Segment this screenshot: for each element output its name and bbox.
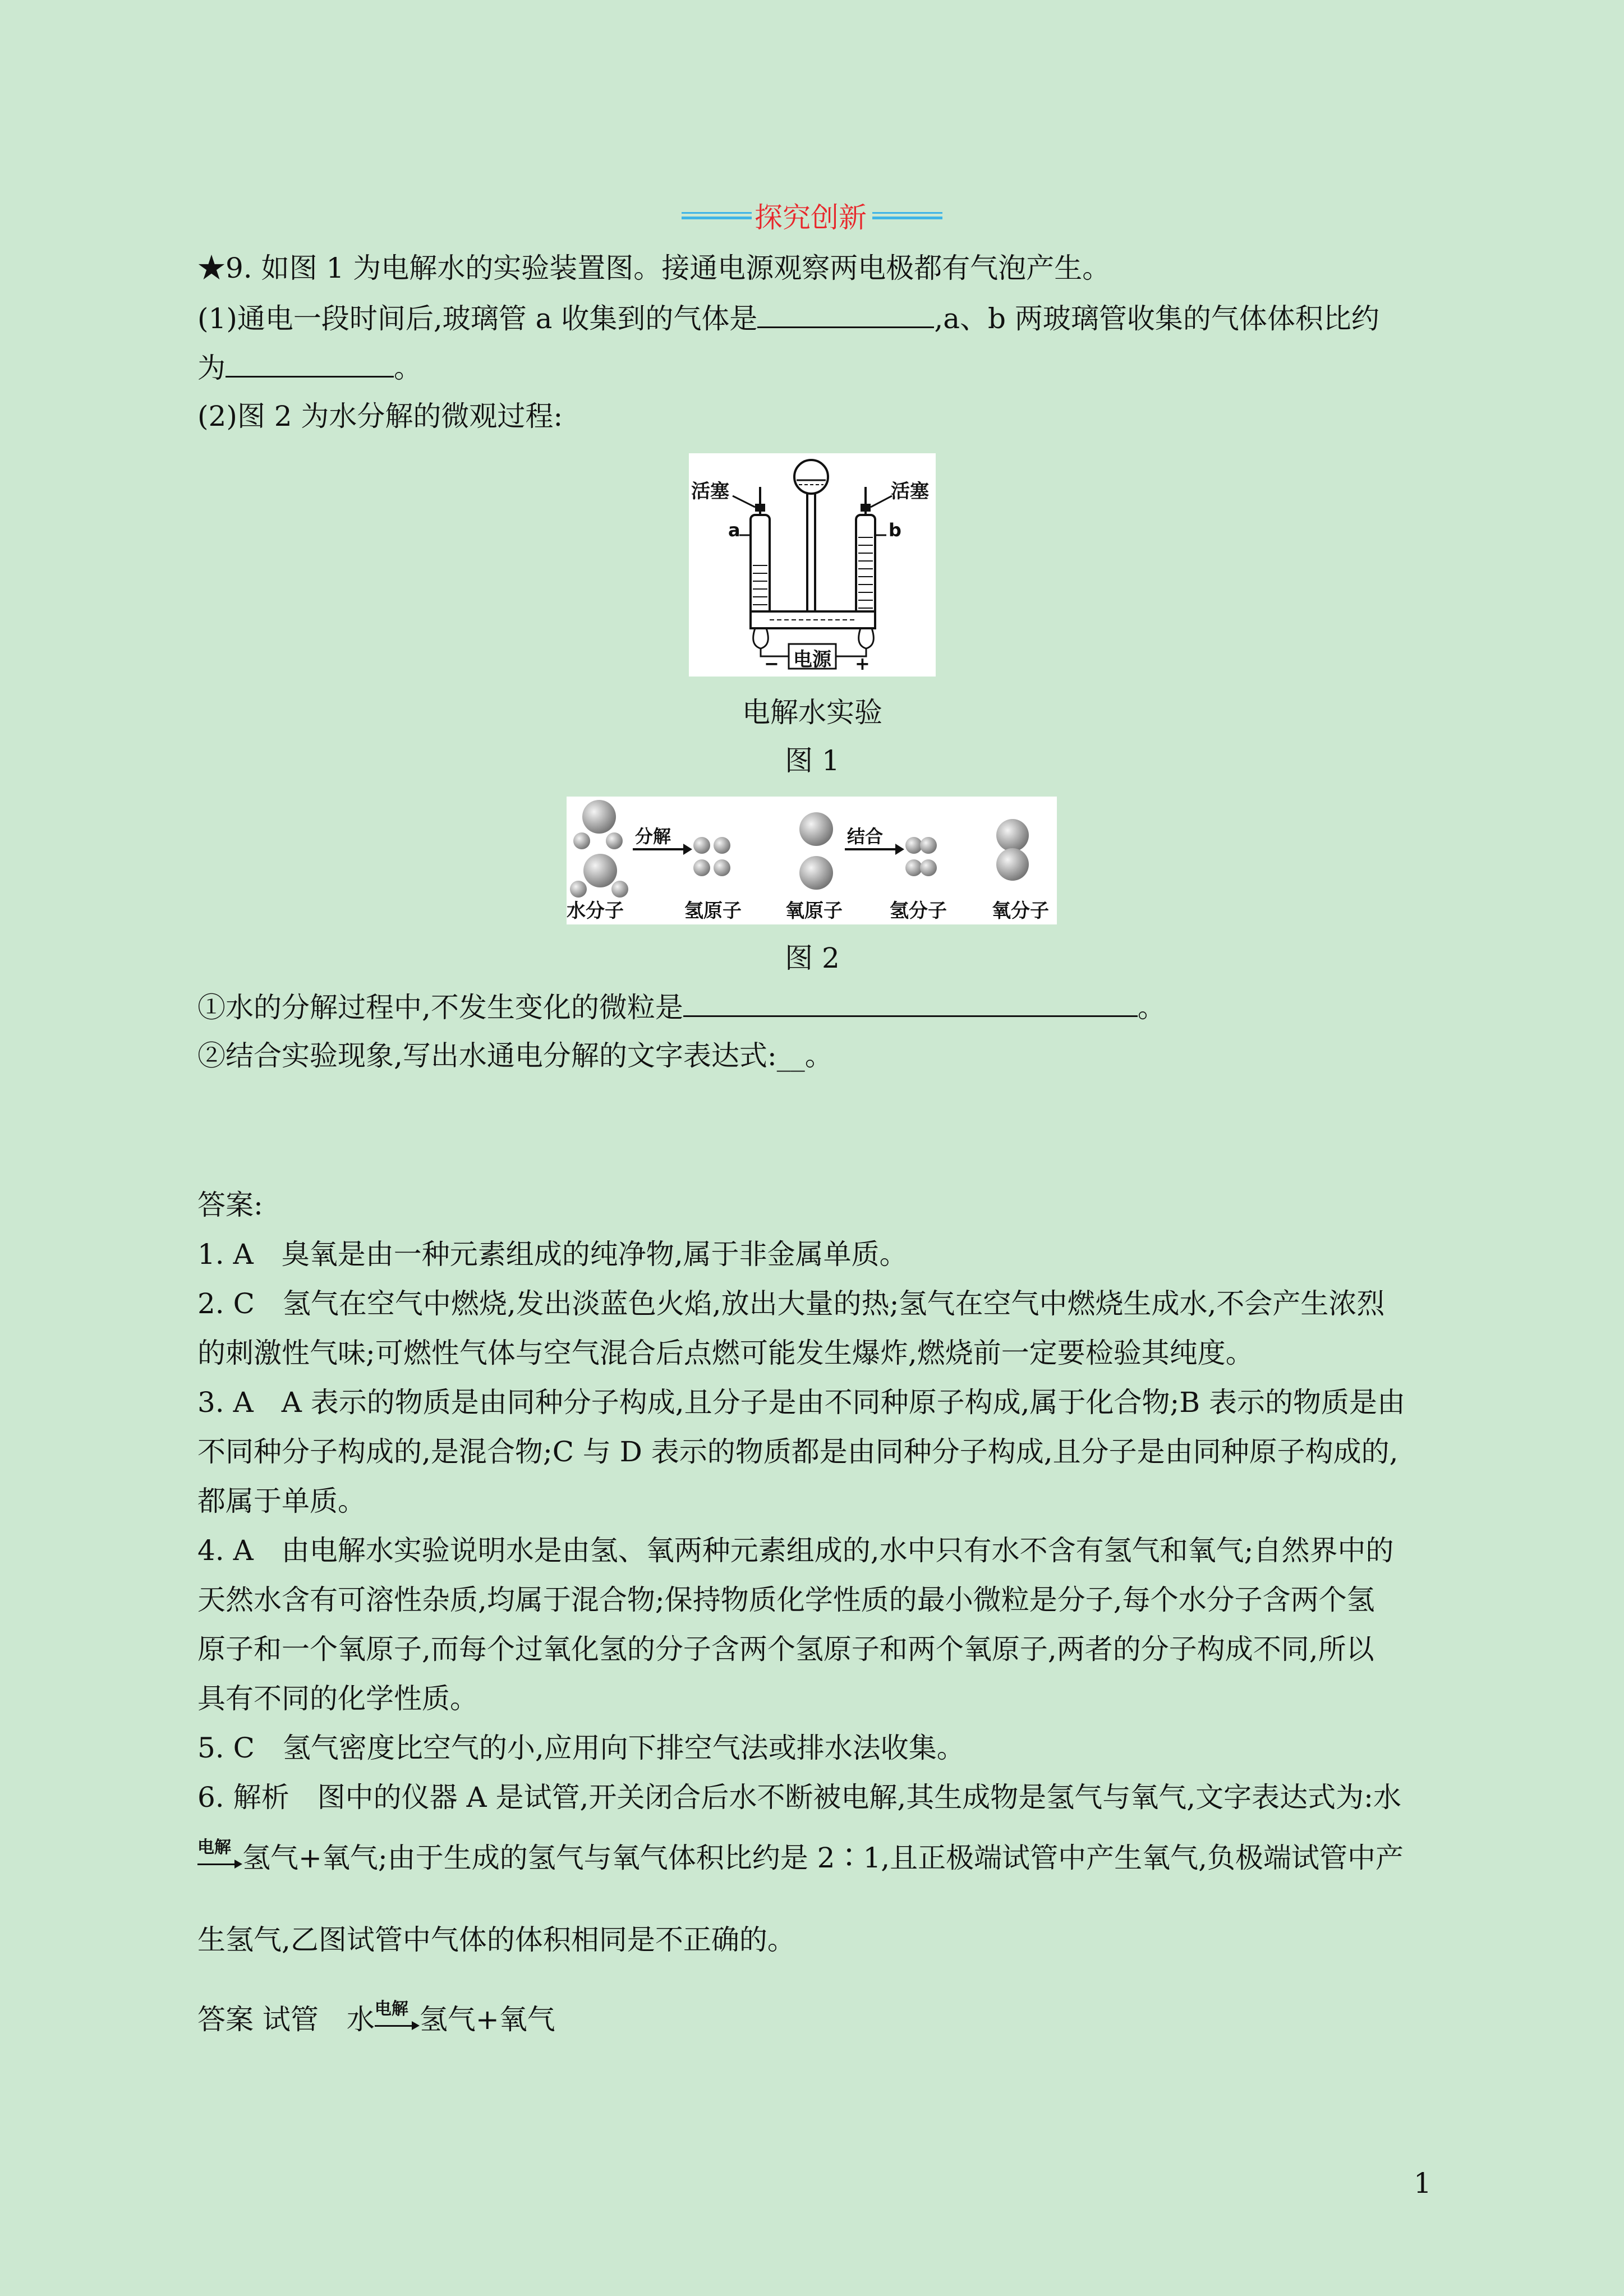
answer-blank-1[interactable] xyxy=(757,301,934,328)
q9-part1c: 为 xyxy=(197,352,226,384)
arrow-right-icon xyxy=(412,2021,420,2030)
oxygen-atom-ball xyxy=(582,800,616,834)
answer-3-line2: 不同种分子构成的,是混合物;C 与 D 表示的物质都是由同种分子构成,且分子是由同种原子构成的, xyxy=(197,1435,1398,1468)
answer-3-line3: 都属于单质。 xyxy=(197,1485,366,1517)
q9-part2: (2)图 2 为水分解的微观过程: xyxy=(197,400,563,432)
q9-part1-cont xyxy=(197,350,422,385)
title-rule-right xyxy=(872,217,942,219)
q9-sub2: ②结合实验现象,写出水通电分解的文字表达式:__。 xyxy=(197,1039,833,1072)
label-power-source: 电源 xyxy=(793,648,831,671)
hydrogen-atom-ball xyxy=(920,837,937,854)
q9-sub1a: ①水的分解过程中,不发生变化的微粒是 xyxy=(197,991,683,1024)
label-minus: − xyxy=(764,653,779,674)
answer-6-line2-text: 氢气+氧气;由于生成的氢气与氧气体积比约是 2∶1,且正极端试管中产生氧气,负极端试管中产 xyxy=(242,1842,1404,1874)
figure1-apparatus xyxy=(689,453,936,677)
q9-part1d: 。 xyxy=(394,352,422,384)
arrow-right-icon xyxy=(844,843,905,856)
oxygen-atom-ball xyxy=(996,848,1029,881)
answer-4-line3: 原子和一个氧原子,而每个过氧化氢的分子含两个氢原子和两个氧原子,两者的分子构成不同,所以 xyxy=(197,1633,1374,1665)
answer-6-line1: 6. 解析 图中的仪器 A 是试管,开关闭合后水不断被电解,其生成物是氢气与氧气,文字表达式为:水 xyxy=(197,1781,1402,1814)
electrolysis-arrow xyxy=(374,1999,420,2036)
label-hydrogen-molecule: 氢分子 xyxy=(890,900,947,922)
hydrogen-atom-ball xyxy=(714,837,730,854)
electrolysis-arrow xyxy=(197,1838,242,1875)
final-answer-prefix: 答案 试管 水 xyxy=(197,2003,375,2036)
label-water-molecule: 水分子 xyxy=(567,900,624,922)
label-hydrogen-atom: 氢原子 xyxy=(684,900,742,922)
label-left-valve: 活塞 xyxy=(691,480,729,503)
answer-2-line2: 的刺激性气味;可燃性气体与空气混合后点燃可能发生爆炸,燃烧前一定要检验其纯度。 xyxy=(197,1337,1254,1369)
figure2-micro-process xyxy=(567,797,1057,924)
answer-6-line2 xyxy=(197,1838,1404,1875)
label-tube-b: b xyxy=(889,519,901,541)
arrow-right-icon xyxy=(234,1860,242,1869)
section-title-text: 探究创新 xyxy=(755,201,867,234)
answer-4-line4: 具有不同的化学性质。 xyxy=(197,1682,478,1715)
answer-1: 1. A 臭氧是由一种元素组成的纯净物,属于非金属单质。 xyxy=(197,1238,908,1271)
answer-4-line2: 天然水含有可溶性杂质,均属于混合物;保持物质化学性质的最小微粒是分子,每个水分子含两个氢 xyxy=(197,1584,1375,1616)
q9-part1a: (1)通电一段时间后,玻璃管 a 收集到的气体是 xyxy=(197,302,758,335)
arrow-condition-label: 电解 xyxy=(197,1838,231,1857)
figure2-number: 图 2 xyxy=(785,942,840,974)
arrow-condition-label: 电解 xyxy=(374,1999,408,2019)
answer-5: 5. C 氢气密度比空气的小,应用向下排空气法或排水法收集。 xyxy=(197,1732,965,1764)
q9-sub1b: 。 xyxy=(1137,991,1166,1024)
label-oxygen-atom: 氧原子 xyxy=(785,900,843,922)
label-right-valve: 活塞 xyxy=(891,480,929,503)
final-answer-suffix: 氢气+氧气 xyxy=(419,2003,555,2036)
q9-sub1 xyxy=(197,990,1166,1024)
label-oxygen-molecule: 氧分子 xyxy=(992,900,1049,922)
title-rule-left xyxy=(682,217,752,219)
answer-4-line1: 4. A 由电解水实验说明水是由氢、氧两种元素组成的,水中只有水不含有氢气和氧气;自然界中的 xyxy=(197,1534,1394,1567)
arrow-right-icon xyxy=(632,843,693,856)
answers-heading: 答案: xyxy=(197,1189,263,1221)
answer-3-line1: 3. A A 表示的物质是由同种分子构成,且分子是由不同种原子构成,属于化合物;B 表示的物质是由 xyxy=(197,1386,1405,1419)
oxygen-atom-ball xyxy=(583,854,617,887)
answer-blank-3[interactable] xyxy=(683,990,1138,1017)
oxygen-atom-ball xyxy=(799,856,833,890)
label-tube-a: a xyxy=(728,519,740,541)
label-plus: + xyxy=(855,653,870,674)
arrow-label-decompose: 分解 xyxy=(635,826,671,847)
section-title xyxy=(682,199,942,236)
hydrogen-atom-ball xyxy=(714,859,730,876)
oxygen-atom-ball xyxy=(799,812,833,846)
q9-part1 xyxy=(197,301,1379,335)
figure1-caption: 电解水实验 xyxy=(742,696,882,729)
hydrogen-atom-ball xyxy=(693,837,710,854)
figure1-number: 图 1 xyxy=(785,744,840,777)
page-number: 1 xyxy=(1414,2167,1432,2200)
answer-blank-2[interactable] xyxy=(226,350,394,378)
answer-2-line1: 2. C 氢气在空气中燃烧,发出淡蓝色火焰,放出大量的热;氢气在空气中燃烧生成水,不会产生浓烈 xyxy=(197,1287,1385,1320)
answer-6-line3: 生氢气,乙图试管中气体的体积相同是不正确的。 xyxy=(197,1924,795,1956)
hydrogen-atom-ball xyxy=(573,832,590,849)
q9-line1: ★9. 如图 1 为电解水的实验装置图。接通电源观察两电极都有气泡产生。 xyxy=(197,252,1111,284)
final-answer xyxy=(197,1999,555,2036)
hydrogen-atom-ball xyxy=(606,832,623,849)
hydrogen-atom-ball xyxy=(920,859,937,876)
oxygen-atom-ball xyxy=(996,819,1029,852)
q9-part1b: ,a、b 两玻璃管收集的气体体积比约 xyxy=(934,302,1379,335)
arrow-label-combine: 结合 xyxy=(847,826,884,847)
hydrogen-atom-ball xyxy=(693,859,710,876)
